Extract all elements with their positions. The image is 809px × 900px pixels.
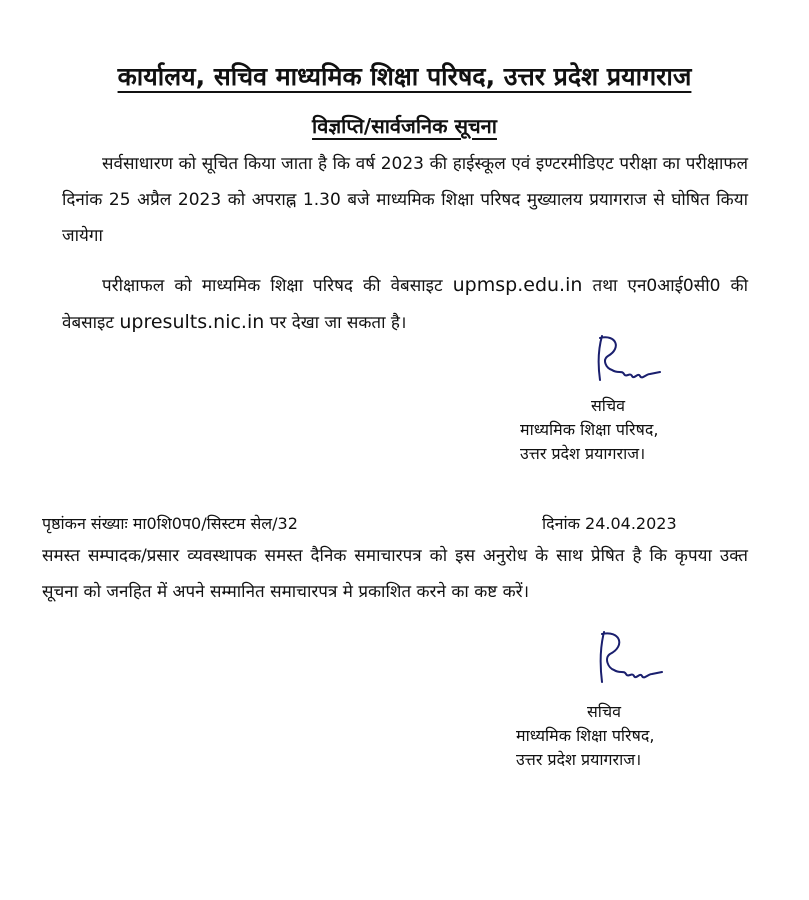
website-paragraph-part-1: परीक्षाफल को माध्यमिक शिक्षा परिषद की वेबसाइट — [102, 276, 453, 296]
signatory-2-organization: माध्यमिक शिक्षा परिषद, — [516, 726, 655, 745]
website-paragraph-part-3: पर देखा जा सकता है। — [264, 313, 407, 333]
handwritten-signature-icon — [588, 626, 668, 692]
website-link-upresults[interactable]: upresults.nic.in — [119, 311, 265, 333]
signatory-1-organization: माध्यमिक शिक्षा परिषद, — [520, 420, 659, 439]
result-announcement-paragraph: सर्वसाधारण को सूचित किया जाता है कि वर्ष 2023 की हाईस्कूल एवं इण्टरमीडिएट परीक्षा का परीक्षाफल दिनांक 25 अप्रैल 2023 को अपराह्न 1.30 बजे माध्यमिक शिक्षा परिषद मुख्यालय प्रयागराज से घोषित किया जायेगा — [62, 154, 748, 246]
notice-title-text: विज्ञप्ति/सार्वजनिक सूचना — [312, 114, 497, 138]
signatory-2-location: उत्तर प्रदेश प्रयागराज। — [516, 750, 642, 769]
office-heading-text: कार्यालय, सचिव माध्यमिक शिक्षा परिषद, उत्तर प्रदेश प्रयागराज — [117, 62, 692, 91]
website-link-upmsp[interactable]: upmsp.edu.in — [452, 274, 583, 296]
signature-1 — [588, 330, 668, 390]
reference-date: दिनांक 24.04.2023 — [542, 514, 677, 533]
reference-number: पृष्ठांकन संख्याः मा0शि0प0/सिस्टम सेल/32 — [42, 514, 298, 533]
signatory-block-2 — [516, 700, 716, 772]
notice-title — [0, 112, 809, 140]
signatory-1-designation: सचिव — [590, 396, 626, 415]
signatory-1-location: उत्तर प्रदेश प्रयागराज। — [520, 444, 646, 463]
forwarding-paragraph: समस्त सम्पादक/प्रसार व्यवस्थापक समस्त दैनिक समाचारपत्र को इस अनुरोध के साथ प्रेषित है कि कृपया उक्त सूचना को जनहित में अपने सम्मानित समाचारपत्र मे प्रकाशित करने का कष्ट करें। — [42, 546, 748, 602]
signature-2 — [588, 626, 668, 692]
signatory-2-designation: सचिव — [586, 702, 622, 721]
signatory-block-1 — [520, 394, 720, 466]
website-paragraph-part-2: तथा एन0आई0सी0 की वेबसाइट — [62, 276, 748, 333]
handwritten-signature-icon — [588, 330, 668, 390]
office-heading — [0, 60, 809, 94]
